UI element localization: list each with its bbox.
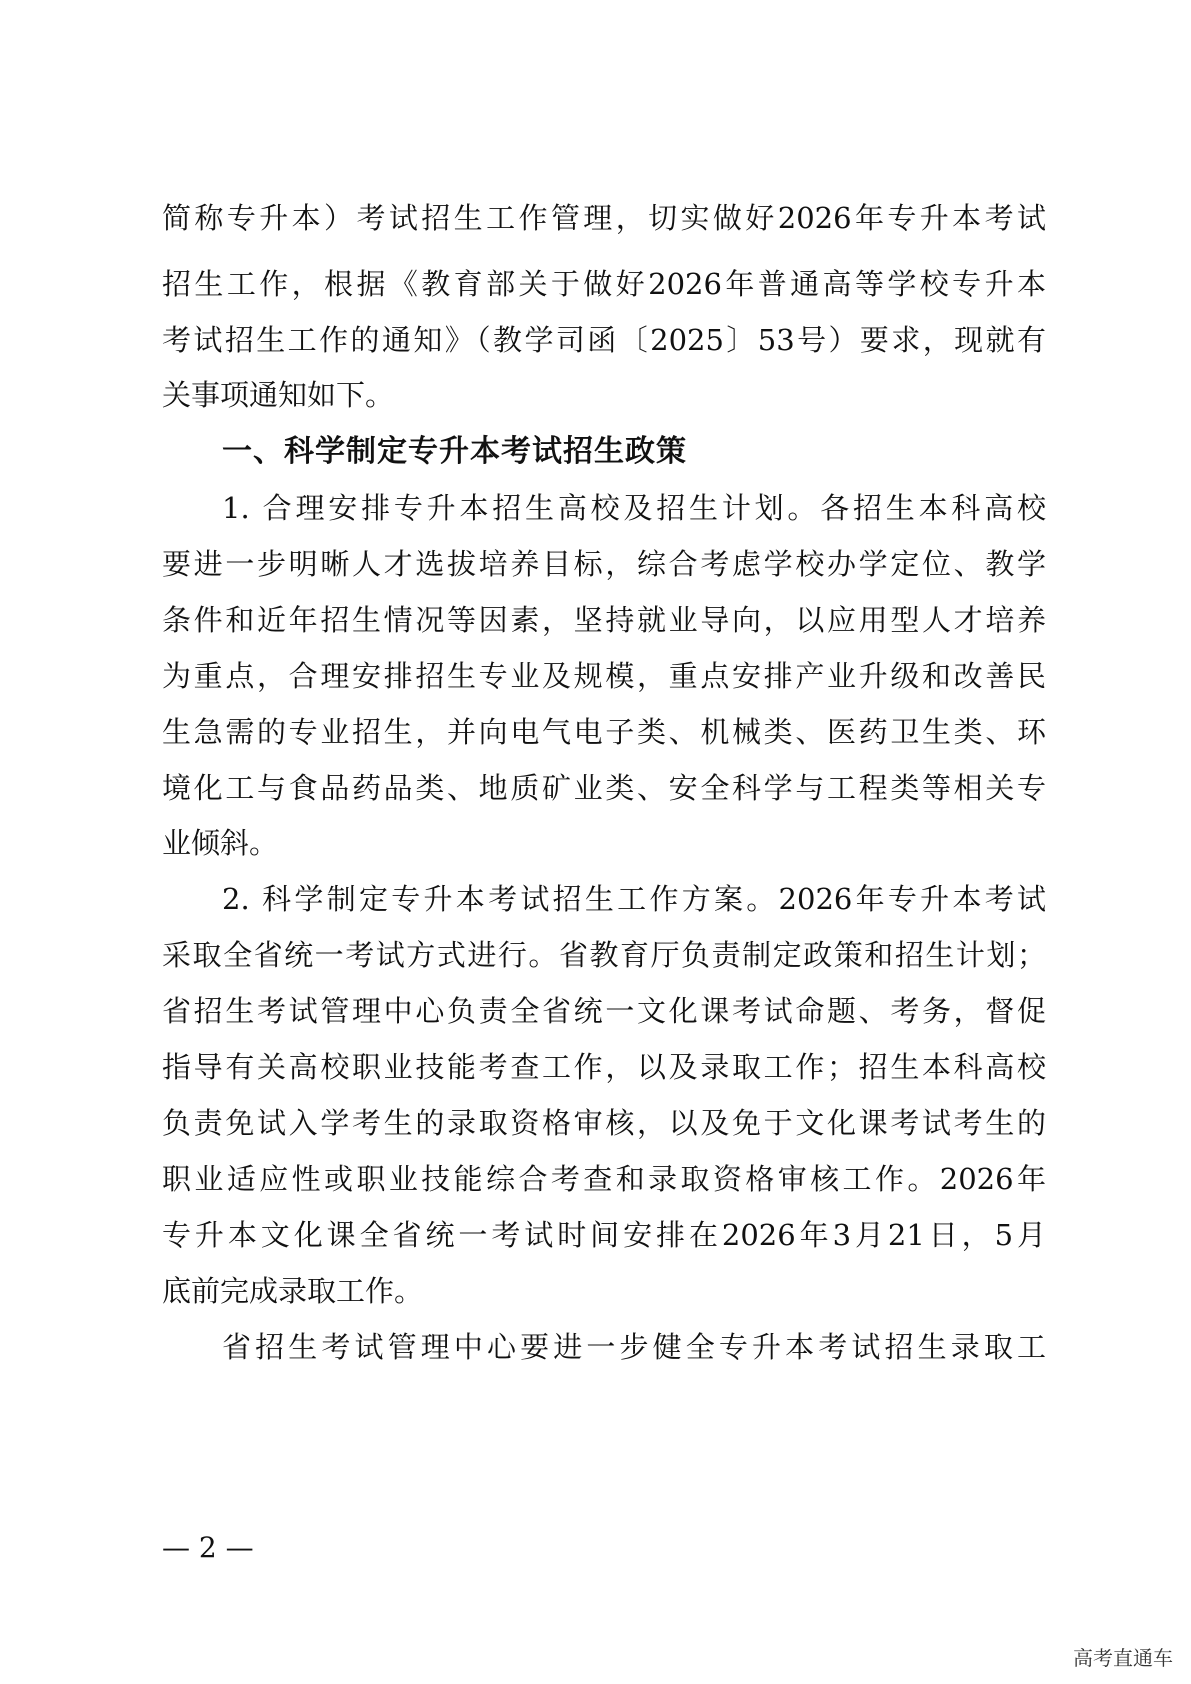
item1-line-4: 为重点，合理安排招生专业及规模，重点安排产业升级和改善民 <box>162 659 1046 693</box>
intro-line-2: 招生工作，根据《教育部关于做好2026年普通高等学校专升本 <box>162 267 1046 301</box>
intro-line-3: 考试招生工作的通知》（教学司函〔2025〕53号）要求，现就有 <box>162 323 1046 357</box>
item3-line-1: 省招生考试管理中心要进一步健全专升本考试招生录取工 <box>222 1330 1046 1364</box>
item1-line-7: 业倾斜。 <box>162 826 279 860</box>
watermark: 高考直通车 <box>1073 1646 1173 1670</box>
item1-line-6: 境化工与食品药品类、地质矿业类、安全科学与工程类等相关专 <box>162 771 1046 805</box>
item1-line-1: 1. 合理安排专升本招生高校及招生计划。各招生本科高校 <box>222 491 1046 525</box>
item2-line-5: 负责免试入学考生的录取资格审核，以及免于文化课考试考生的 <box>162 1106 1046 1140</box>
intro-line-4: 关事项通知如下。 <box>162 378 395 412</box>
item2-line-1: 2. 科学制定专升本考试招生工作方案。2026年专升本考试 <box>222 882 1046 916</box>
section-heading: 一、科学制定专升本考试招生政策 <box>222 434 687 469</box>
intro-line-1: 简称专升本）考试招生工作管理，切实做好2026年专升本考试 <box>162 201 1046 235</box>
page-number: — 2 — <box>162 1531 254 1564</box>
item1-line-5: 生急需的专业招生，并向电气电子类、机械类、医药卫生类、环 <box>162 715 1046 749</box>
item2-line-8: 底前完成录取工作。 <box>162 1274 424 1308</box>
item2-line-6: 职业适应性或职业技能综合考查和录取资格审核工作。2026年 <box>162 1162 1046 1196</box>
item2-line-7: 专升本文化课全省统一考试时间安排在2026年3月21日，5月 <box>162 1218 1046 1252</box>
item2-line-4: 指导有关高校职业技能考查工作，以及录取工作；招生本科高校 <box>162 1050 1046 1084</box>
item2-line-3: 省招生考试管理中心负责全省统一文化课考试命题、考务，督促 <box>162 994 1046 1028</box>
item1-line-2: 要进一步明晰人才选拔培养目标，综合考虑学校办学定位、教学 <box>162 547 1046 581</box>
item1-line-3: 条件和近年招生情况等因素，坚持就业导向，以应用型人才培养 <box>162 603 1046 637</box>
item2-line-2: 采取全省统一考试方式进行。省教育厅负责制定政策和招生计划； <box>162 938 1046 972</box>
